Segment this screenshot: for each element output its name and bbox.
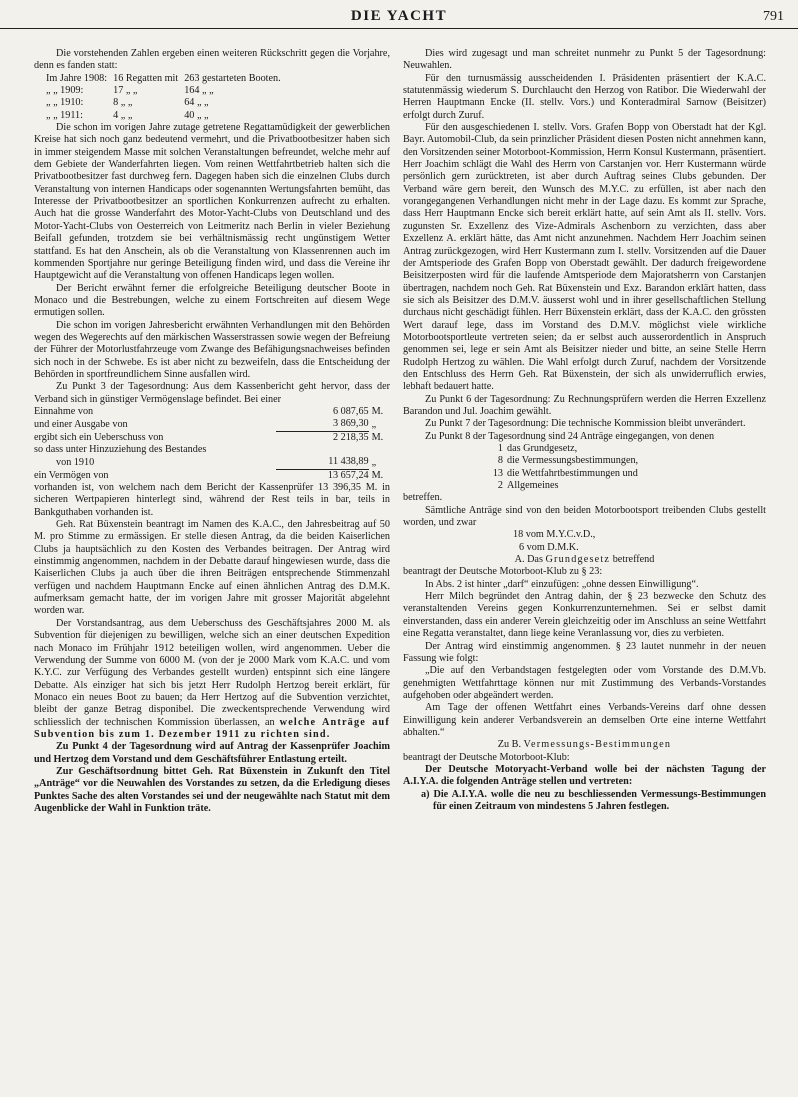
page-header [0, 6, 798, 29]
table-cell: „ [371, 418, 377, 430]
paragraph: Für den ausgeschiedenen I. stellv. Vors. Grafen Bopp von Oberstadt hat der Kgl. Bayr. Automobil-Club, da sein prinzlicher Präsident diesen Posten nicht annehmen kann, den Vorsitzenden seiner Motorboot-Kommission, Herrn Konsul Kustermann, präsentiert. Herr Joachim schlägt die Wahl des Herrn von Carstanjen vor. Herr Kustermann würde persönlich gern zurücktreten, ist aber durch Auftrag seines Clubs gebunden. Der Verband wäre gern bereit, den Wunsch des M.Y.C. zu erfüllen, ist aber nach den vorangegangenen Verhandlungen nicht mehr in der Lage dazu. Es kommt zur Sprache, dass Herr Hauptmann Encke sich bereit erklärt hatte, auf sein Amt als II. stellv. Vors. zugunsten Sr. Exzellenz des Vize-Admirals Aschenborn zu verzichten, dass aber Exzellenz A. erklärt hätte, das Amt nicht anzunehmen. Nachdem Herr Joachim seinen Antrag zurückgezogen, wird Herr Kustermann zum I. stellv. Vorsitzenden auf die Dauer der Amtsperiode des Grafen Bopp von Oberstadt gewählt. Der dadurch freigewordene Beisitzerposten wird für die laufende Amtsperiode dem Majoratsherrn von Carstanjen übertragen, nachdem noch Geh. Rat Büxenstein und Exz. Barandon erklärt hatten, dass sie sich als Beisitzer des D.M.V. äusserst wohl und in ihrer gesellschaftlichen Stellung durchaus nicht geschädigt fühlen. Herr Büxenstein erklärt, dass der K.A.C. den grössten Wert darauf lege, dass im Vorstand des D.M.V. möglichst viele wirkliche Motorbootsportleute vertreten seien; da er selbst auch ausserordentlich in Anspruch genommen sei, lege er sein Amt als Beisitzer nieder und bitte, an seine Stelle Herrn Rudolph Hertzog zu wählen. Die Wahl erfolgt durch Zuruf, nachdem der Vorsitzende den Entschluss des Herrn Geh. Rat Büxenstein, der sich als unwiderruflich erwies, lebhaft bedauert hatte. [403, 122, 766, 393]
left-column [34, 48, 390, 815]
table-cell: und einer Ausgabe von [34, 418, 128, 430]
table-cell: M. [371, 469, 384, 481]
table-cell: ergibt sich ein Ueberschuss von [34, 431, 164, 443]
table-cell: 8 „ „ [113, 97, 133, 109]
table-row [34, 418, 390, 431]
table-cell: 4 „ „ [113, 109, 133, 121]
list-item-count: 1 [497, 443, 503, 454]
list-item [481, 468, 642, 480]
list-item [481, 443, 642, 455]
paragraph: Zu Punkt 3 der Tagesordnung: Aus dem Kassenbericht geht hervor, dass der Verband sich in günstiger Vermögenslage befindet. Bei einer [34, 381, 390, 405]
table-row [34, 456, 390, 469]
paragraph [34, 618, 390, 741]
paragraph-intro: Die vorstehenden Zahlen ergeben einen weiteren Rückschritt gegen die Vorjahre, denn es fanden statt: [34, 48, 390, 72]
table-cell: 164 „ „ [184, 85, 214, 97]
list-item-count: 8 [497, 455, 503, 467]
table-cell: 263 gestarteten Booten. [184, 72, 281, 84]
paragraph: Geh. Rat Büxenstein beantragt im Namen des K.A.C., den Jahresbeitrag auf 50 M. pro Stimme zu ermässigen. Er stelle diesen Antrag, da die beiden Kaiserlichen Clubs ja hauptsächlich zu den Kosten des Verbandes beitragen. Der Antrag wird einstimmig angenommen, nachdem in der Debatte darauf hingewiesen wurde, dass die Kaiserlichen Clubs ja auch über die ihren Beiträgen entsprechende Stimmenzahl verfügen und nachdem Hauptmann Encke auf einen ähnlichen Antrag des D.M.K. aufmerksam gemacht hatte, der im vorigen Jahre mit grosser Majorität abgelehnt worden war. [34, 519, 390, 617]
page-number: 791 [763, 9, 784, 24]
table-row [46, 85, 287, 97]
table-cell: 3 869,30 [276, 418, 369, 431]
table-cell: „ „ 1910: [46, 97, 84, 109]
table-cell: M. [371, 431, 384, 443]
table-row [34, 406, 390, 418]
club-count-line: 18 vom M.Y.C.v.D., [513, 529, 596, 541]
table-cell: 13 657,24 [327, 469, 369, 481]
cash-report-table [34, 406, 390, 482]
section-heading [403, 739, 766, 751]
table-cell: Einnahme von [34, 405, 94, 417]
paragraph: Am Tage der offenen Wettfahrt eines Verbands-Vereins darf ohne dessen Einwilligung kein anderer Verbandsverein an demselben Orte eine interne Wettfahrt abhalten.“ [403, 702, 766, 738]
table-row [46, 110, 287, 122]
paragraph: Der Bericht erwähnt ferner die erfolgreiche Beteiligung deutscher Boote in Monaco und die Bestrebungen, welche zu einem Fortschreiten auf diesem Wege ermutigen sollen. [34, 282, 390, 319]
heading-text: A. Das [514, 554, 543, 566]
paragraph: beantragt der Deutsche Motorboot-Klub zu § 23: [403, 566, 603, 578]
emphasized-text: welche Anträge auf Subvention bis zum 1. Dezember 1911 zu richten sind. [34, 716, 391, 740]
paragraph: Der Antrag wird einstimmig angenommen. § 23 lautet nunmehr in der neuen Fassung wie folgt: [403, 640, 766, 664]
table-cell: 40 „ „ [184, 109, 209, 121]
paragraph: Zur Geschäftsordnung bittet Geh. Rat Büxenstein in Zukunft den Titel „Anträge“ vor die Neuwahlen des Vorstandes zu setzen, da die Erledigung dieses Punktes Sache des alten Vorstandes sei und der neugewählte nach Statut mit dem Augenblicke der Wahl in Funktion träte. [34, 765, 390, 814]
list-item-label: die Wettfahrtbestimmungen und [507, 467, 638, 479]
paragraph: beantragt der Deutsche Motorboot-Klub: [403, 751, 570, 763]
table-cell: 17 „ „ [113, 85, 138, 97]
paragraph-text: Der Vorstandsantrag, aus dem Ueberschuss des Geschäftsjahres 2000 M. als Subvention für diejenigen zu bewilligen, welche sich an einer deutschen Expedition nach Monaco im Frühjahr 1912 beteiligen wollen, wird angenommen. Ueber die Verwendung der Summe von 6000 M. (von der je 2000 Mark vom K.A.C. und vom K.Y.C. zur Verfügung des Verbandes gestellt wurden) entspinnt sich eine längere Debatte. Als einziger hat sich bis jetzt Herr Rudolph Hertzog bereit erklärt, für Monaco ein neues Boot zu bauen; da Herr Hertzog auf die Subvention verzichtet, bleibt der ganze Betrag disponibel. Die zweckentsprechende Verwendung wird schliesslich der technischen Kommission überlassen, an [34, 617, 390, 728]
table-cell: 64 „ „ [184, 97, 209, 109]
table-cell: „ [371, 456, 377, 468]
paragraph: vorhanden ist, von welchem nach dem Bericht der Kassenprüfer 13 396,35 M. in sicheren Wertpapieren hinterlegt sind, während der Rest teils in bar, teils in Bankguthaben vorhanden ist. [34, 482, 390, 518]
paragraph: Herr Milch begründet den Antrag dahin, der § 23 bezwecke den Schutz des veranstaltenden Vereins gegen Konkurrenzunternehmen. Sei er selbst damit einverstanden, dass ein anderer Verein gleichzeitig oder im Anschluss an seine Wettfahrt eine Regatta veranstaltet, dann liege keine Veranlassung vor, dies zu verbieten. [403, 591, 766, 640]
table-cell: 11 438,89 [276, 456, 369, 469]
list-item-label: das Grundgesetz, [507, 443, 578, 454]
table-cell: 16 Regatten mit [113, 72, 179, 84]
paragraph: Der Deutsche Motoryacht-Verband wolle bei der nächsten Tagung der A.I.Y.A. die folgenden Anträge stellen und vertreten: [403, 763, 766, 788]
paragraph: Zu Punkt 8 der Tagesordnung sind 24 Anträge eingegangen, von denen [425, 430, 715, 442]
paragraph: Sämtliche Anträge sind von den beiden Motorbootsport treibenden Clubs gestellt worden, und zwar [403, 504, 766, 529]
list-item-label: Allgemeines [507, 480, 559, 492]
list-item-count: 13 [492, 467, 503, 479]
list-item-label: die Vermessungsbestimmungen, [507, 455, 639, 467]
right-column [403, 48, 766, 813]
club-count-line: 6 vom D.M.K. [519, 541, 579, 553]
running-title: DIE YACHT [350, 8, 448, 24]
motions-list [481, 443, 642, 492]
table-row [34, 431, 390, 444]
paragraph: In Abs. 2 ist hinter „darf“ einzufügen: „ohne dessen Einwilligung“. [425, 578, 699, 590]
paragraph: Zu Punkt 6 der Tagesordnung: Zu Rechnungsprüfern werden die Herren Exzellenz Barandon und Jul. Joachim gewählt. [403, 393, 766, 417]
paragraph: „Die auf den Verbandstagen festgelegten oder vom Vorstande des D.M.Vb. genehmigten Wettfahrttage können nur mit Zustimmung des Verbands-Vorstandes aufgehoben oder abgeändert werden. [403, 665, 766, 701]
heading-text: betreffend [612, 554, 655, 566]
section-heading [403, 554, 766, 566]
heading-text: Vermessungs-Bestimmungen [523, 739, 672, 751]
regatta-stats-table [46, 73, 287, 122]
table-cell: 2 218,35 [332, 431, 369, 443]
paragraph: Die schon im vorigen Jahresbericht erwähnten Verhandlungen mit den Behörden wegen des Wegerechts auf den märkischen Wasserstrassen sowie wegen der Befreiung der Führer der Motorlustfahrzeuge vom Zwange des Befähigungsnachweises befinden sich noch in der Schwebe. Es ist aber nicht zu bezweifeln, dass die Entscheidung der Behörden in sportfreundlichem Sinne ausfallen wird. [34, 319, 390, 380]
table-cell: M. [371, 405, 384, 417]
list-item [481, 455, 642, 467]
paragraph: Die schon im vorigen Jahre zutage getretene Regattamüdigkeit der gewerblichen Kreise hat sich noch ganz bedeutend vermehrt, und die Privatbootbesitzer haben sich in immer steigendem Masse mit solchen Veranstaltungen befreundet, welche mehr auf dem Gebiete der Wanderfahrten liegen. Vom reinen Wettfahrtbetrieb halten sich die Privatbootbesitzer fast durchweg fern. Dagegen haben sich die einzelnen Clubs durch Veranstaltung von internen Handicaps oder sogenannten Wertungsfahrten bemüht, das Interesse der Privatbootbesitzer an sportlichen Konkurrenzen aufrecht zu erhalten. Auch hat die grosse Wanderfahrt des Motor-Yacht-Clubs von Deutschland und des Motor-Yacht-Clubs von Oesterreich von Leitmeritz nach Berlin in vieler Beziehung Beifall gefunden, trotzdem sie bei verhältnismässig recht ungünstigem Wetter stattfand. Es hat den Anschein, als ob die Veranstaltung von Klassenrennen auch im kommenden Sportjahre nur geringe Beteiligung finden wird, und dass die Vereine ihr Hauptgewicht auf die Veranstaltung von offenen Handicaps legen wollen. [34, 122, 390, 282]
paragraph: Zu Punkt 4 der Tagesordnung wird auf Antrag der Kassenprüfer Joachim und Hertzog dem Vorstand und dem Geschäftsführer Entlastung erteilt. [34, 741, 390, 765]
list-item-count: 2 [497, 480, 503, 492]
paragraph: betreffen. [403, 492, 443, 504]
list-item [481, 480, 642, 492]
table-row [34, 444, 390, 456]
heading-text: Grundgesetz [545, 554, 611, 566]
table-row [34, 469, 390, 482]
paragraph: Zu Punkt 7 der Tagesordnung: Die technische Kommission bleibt unverändert. [425, 418, 746, 430]
table-cell: 6 087,65 [332, 405, 369, 417]
table-cell: so dass unter Hinzuziehung des Bestandes [34, 444, 207, 455]
paragraph: a) Die A.I.Y.A. wolle die neu zu beschliessenden Vermessungs-Bestimmungen für einen Zeitraum von mindestens 5 Jahren festlegen. [421, 788, 766, 812]
paragraph: Für den turnusmässig ausscheidenden I. Präsidenten präsentiert der K.A.C. statutenmässig wiederum S. Durchlaucht den Herzog von Ratibor. Die Wiederwahl der Herren Hauptmann Encke (II. stellv. Vors.) und Konteradmiral Sarnow (Beisitzer) erfolgt durch Zuruf. [403, 72, 766, 121]
table-cell: „ „ 1911: [46, 109, 83, 121]
table-row [46, 97, 287, 109]
table-cell: Im Jahre 1908: [46, 72, 108, 84]
table-cell: „ „ 1909: [46, 85, 84, 97]
heading-text: Zu B. [497, 739, 521, 751]
paragraph: Dies wird zugesagt und man schreitet nunmehr zu Punkt 5 der Tagesordnung: Neuwahlen. [403, 48, 766, 72]
table-row [46, 73, 287, 85]
table-cell: ein Vermögen von [34, 469, 109, 481]
table-cell: von 1910 [56, 456, 95, 468]
